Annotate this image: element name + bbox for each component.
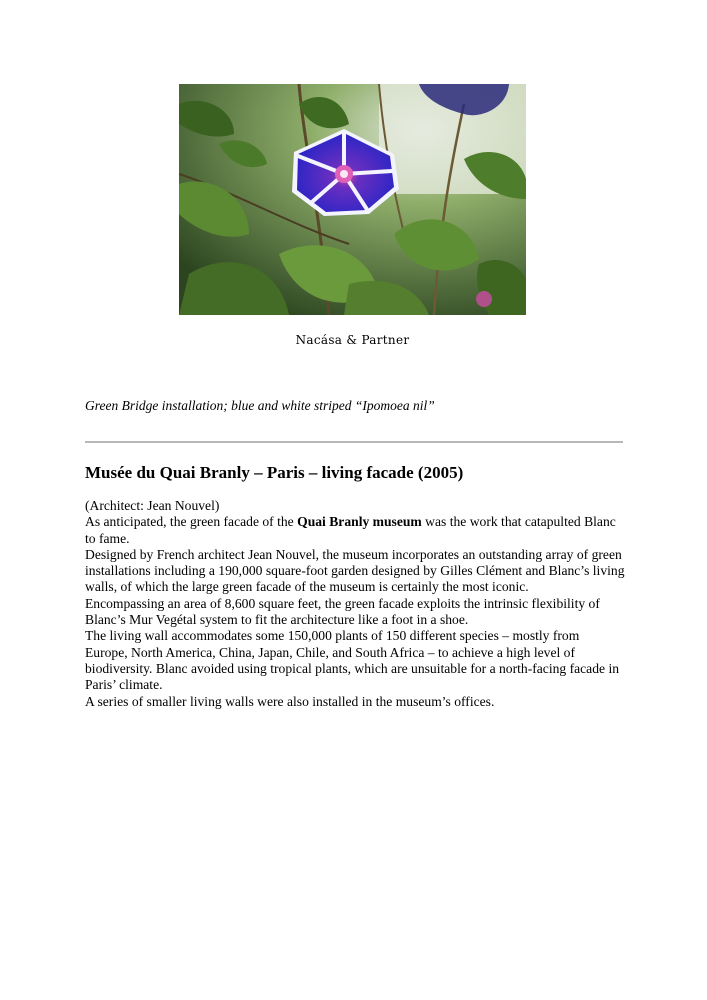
paragraph-4: The living wall accommodates some 150,000 plants of 150 different species – mostly from Europe, North America, China, Japan, Chile, and South Africa – to achieve a high level of biodiversity. Blanc avoided using tropical plants, which are unsuitable for a north-facing facade in Paris’ climate. [85,628,620,693]
paragraph-3: Encompassing an area of 8,600 square feet, the green facade exploits the intrinsic flexibility of Blanc’s Mur Vegétal system to fit the architecture like a foot in a shoe. [85,595,600,628]
paragraph-2: Designed by French architect Jean Nouvel, the museum incorporates an outstanding array of green installations including a 190,000 square-foot garden designed by Gilles Clément and Blanc’s living walls, of which the large green facade of the museum is certainly the most iconic. [85,546,625,595]
museum-name-bold: Quai Branly museum [297,514,422,530]
paragraph-1-start: As anticipated, the green facade of the [85,514,298,530]
section-heading: Musée du Quai Branly – Paris – living facade (2005) [85,463,464,482]
flower-photo [179,84,526,315]
paragraph-1 [85,514,625,547]
divider [85,441,623,443]
paragraph-1-end: was the work that catapulted Blanc to fame. [85,514,616,546]
photo-credit: Nacása & Partner [295,333,410,347]
article-body [85,498,625,710]
architect-line: (Architect: Jean Nouvel) [85,498,220,513]
paragraph-5: A series of smaller living walls were also installed in the museum’s offices. [85,693,495,709]
photo-caption: Green Bridge installation; blue and white striped “Ipomoea nil” [85,398,435,413]
